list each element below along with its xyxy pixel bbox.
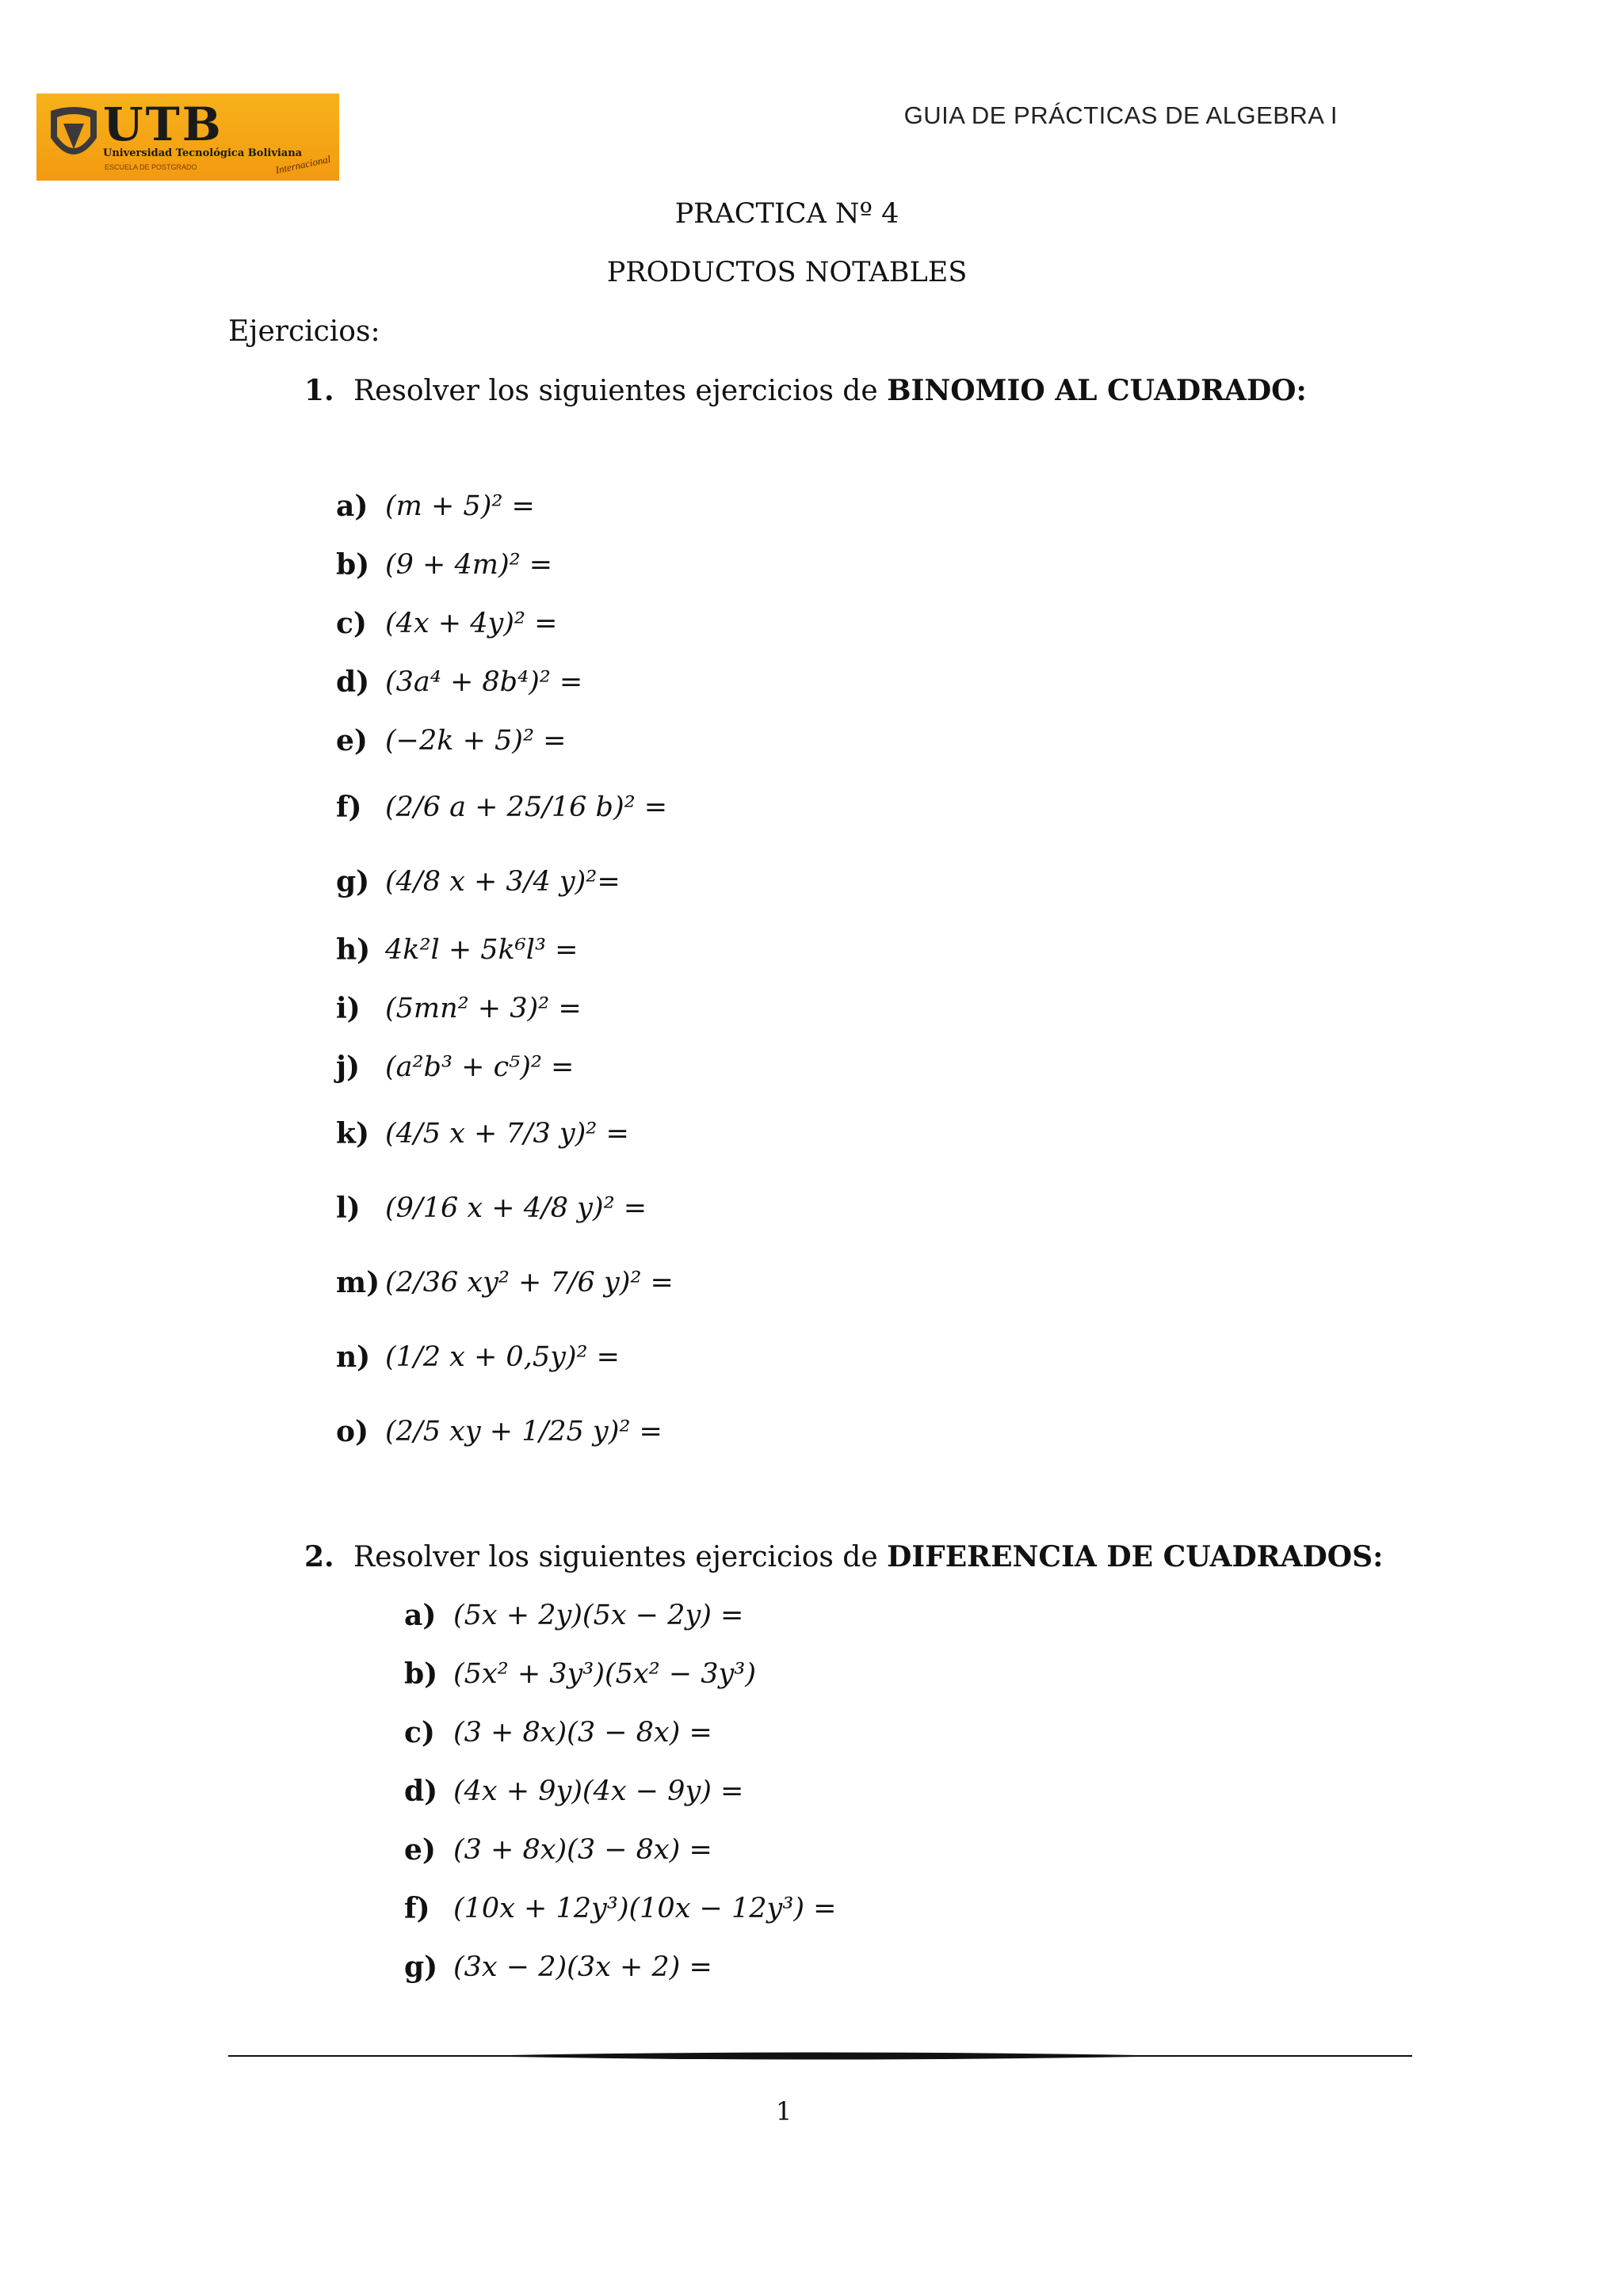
item-label: n) [336,1341,371,1374]
item-label: f) [336,791,362,824]
list-item [404,1716,712,1749]
document-header-title: GUIA DE PRÁCTICAS DE ALGEBRA I [903,101,1338,129]
list-item [336,1415,663,1448]
item-expression: 4k²l + 5k⁶l³ = [385,934,579,966]
section1-topic: BINOMIO AL CUADRADO: [887,374,1307,407]
item-expression: (4x + 4y)² = [385,608,558,639]
list-item [336,791,667,824]
page-number: 1 [775,2096,792,2126]
logo-school-name: ESCUELA DE POSTGRADO [105,163,197,171]
item-expression: (4/5 x + 7/3 y)² = [385,1118,629,1150]
list-item [404,1833,712,1867]
logo-university-name: Universidad Tecnológica Boliviana [103,147,303,159]
item-label: d) [404,1775,438,1808]
utb-logo [36,93,339,181]
list-item [336,1051,574,1084]
list-item [336,1192,647,1225]
list-item [404,1599,743,1632]
item-label: b) [404,1657,438,1691]
section2-prefix: Resolver los siguientes ejercicios de [353,1541,888,1573]
item-label: a) [404,1599,437,1632]
item-label: h) [336,933,371,967]
item-expression: (5x² + 3y³)(5x² − 3y³) [453,1658,756,1690]
item-label: k) [336,1117,369,1150]
item-expression: (4x + 9y)(4x − 9y) = [453,1775,744,1807]
list-item [336,724,566,757]
list-item [336,666,582,699]
practice-title: PRACTICA Nº 4 [674,198,899,230]
item-label: d) [336,666,370,699]
list-item [336,1117,629,1150]
footer-divider [228,2050,1412,2061]
item-expression: (3a⁴ + 8b⁴)² = [385,666,583,698]
section2-number: 2. [304,1540,334,1573]
item-label: e) [404,1833,436,1867]
item-label: l) [336,1192,361,1225]
item-expression: (a²b³ + c⁵)² = [385,1051,575,1083]
item-expression: (−2k + 5)² = [385,725,567,757]
item-label: i) [336,992,361,1025]
item-label: e) [336,724,368,757]
section1-heading [304,374,1307,407]
item-label: c) [404,1716,435,1749]
section2-topic: DIFERENCIA DE CUADRADOS: [887,1540,1384,1573]
list-item [336,1341,620,1374]
list-item [336,933,578,967]
item-expression: (1/2 x + 0,5y)² = [385,1341,620,1373]
item-label: g) [404,1951,438,1984]
section2-heading [304,1540,1383,1573]
item-expression: (2/36 xy² + 7/6 y)² = [385,1267,674,1299]
item-expression: (3 + 8x)(3 − 8x) = [453,1834,712,1866]
logo-tagline: Internacional [274,152,332,177]
item-expression: (9/16 x + 4/8 y)² = [385,1192,647,1224]
practice-subtitle: PRODUCTOS NOTABLES [606,257,968,288]
list-item [336,1266,674,1299]
list-item [336,865,621,898]
list-item [336,992,582,1025]
item-expression: (2/5 xy + 1/25 y)² = [385,1416,663,1447]
item-label: c) [336,607,367,640]
item-expression: (2/6 a + 25/16 b)² = [385,791,668,823]
list-item [336,490,535,523]
list-item [404,1657,756,1691]
item-expression: (3 + 8x)(3 − 8x) = [453,1717,712,1749]
item-label: j) [336,1051,361,1084]
exercises-heading: Ejercicios: [228,315,380,348]
utb-emblem-icon [46,103,101,171]
item-label: o) [336,1415,369,1448]
item-label: b) [336,548,370,582]
item-expression: (9 + 4m)² = [385,549,553,581]
item-expression: (4/8 x + 3/4 y)²= [385,866,621,898]
list-item [404,1775,743,1808]
item-label: g) [336,865,370,898]
item-expression: (5mn² + 3)² = [385,993,582,1024]
section1-number: 1. [304,374,334,407]
list-item [404,1892,836,1925]
section1-prefix: Resolver los siguientes ejercicios de [353,375,888,407]
logo-initials: UTB [103,97,223,151]
list-item [336,548,552,582]
item-expression: (3x − 2)(3x + 2) = [453,1951,712,1983]
list-item [404,1951,712,1984]
list-item [336,607,557,640]
item-label: a) [336,490,369,523]
item-label: m) [336,1266,380,1299]
item-label: f) [404,1892,430,1925]
item-expression: (10x + 12y³)(10x − 12y³) = [453,1893,837,1924]
item-expression: (m + 5)² = [385,490,535,522]
item-expression: (5x + 2y)(5x − 2y) = [453,1600,744,1631]
